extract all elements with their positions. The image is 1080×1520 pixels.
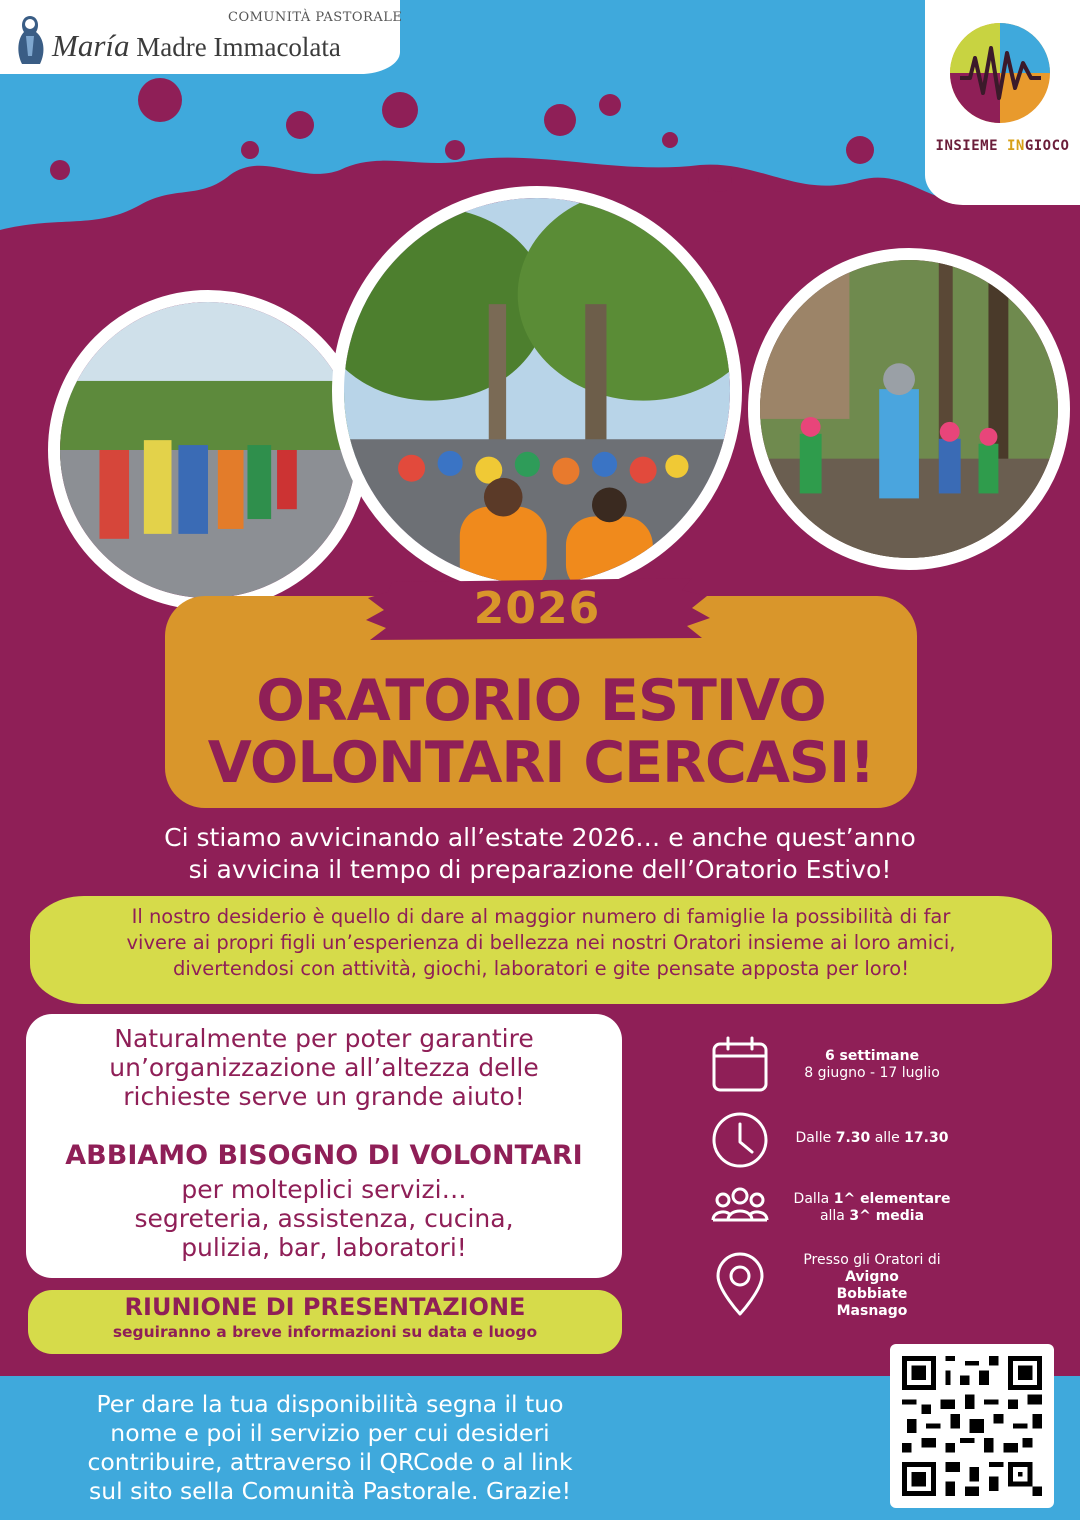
ages-info bbox=[772, 1191, 972, 1225]
volunteers-heading: ABBIAMO BISOGNO DI VOLONTARI bbox=[65, 1140, 583, 1171]
help-line-3: richieste serve un grande aiuto! bbox=[123, 1082, 525, 1111]
community-name-italic: María bbox=[52, 28, 130, 63]
partner-logo-text-part1: INSIEME bbox=[935, 138, 1007, 154]
title-line-1: ORATORIO ESTIVO bbox=[256, 668, 826, 734]
photo-hiking-kids bbox=[48, 290, 368, 610]
calendar-icon bbox=[710, 1036, 770, 1096]
clock-icon bbox=[710, 1110, 770, 1170]
duration-info bbox=[772, 1048, 972, 1082]
insieme-ingioco-logo-icon bbox=[945, 18, 1055, 128]
cta-line-2: nome e poi il servizio per cui desideri bbox=[110, 1419, 550, 1447]
place-avigno: Avigno bbox=[845, 1269, 899, 1285]
madonna-logo-icon bbox=[10, 12, 50, 68]
community-name-rest: Madre Immacolata bbox=[129, 32, 341, 62]
meeting-title: RIUNIONE DI PRESENTAZIONE bbox=[124, 1293, 526, 1321]
partner-logo-text-part2: IN bbox=[1006, 138, 1025, 154]
place-masnago: Masnago bbox=[836, 1303, 908, 1319]
community-name bbox=[52, 28, 341, 64]
people-icon bbox=[710, 1178, 770, 1238]
services-line-3: pulizia, bar, laboratori! bbox=[181, 1233, 467, 1262]
photo-adventure-park bbox=[748, 248, 1070, 570]
ages-prefix: Dalla bbox=[793, 1191, 834, 1207]
intro-text bbox=[60, 822, 1020, 886]
intro-line-2: si avvicina il tempo di preparazione dell’Oratorio Estivo! bbox=[188, 855, 892, 884]
partner-logo-text-part3: GIOCO bbox=[1024, 138, 1070, 154]
hours-mid: alle bbox=[870, 1130, 905, 1146]
location-pin-icon bbox=[712, 1252, 768, 1318]
hours-info bbox=[772, 1130, 972, 1147]
help-intro bbox=[36, 1024, 612, 1111]
place-info bbox=[772, 1252, 972, 1320]
cta-line-4: sul sito sella Comunità Pastorale. Grazie! bbox=[88, 1477, 572, 1505]
services-list bbox=[36, 1175, 612, 1262]
help-line-1: Naturalmente per poter garantire bbox=[114, 1024, 534, 1053]
desire-text bbox=[60, 904, 1022, 982]
meeting-subtitle: seguiranno a breve informazioni su data e luogo bbox=[112, 1323, 538, 1341]
hours-end: 17.30 bbox=[904, 1130, 949, 1146]
help-line-2: un’organizzazione all’altezza delle bbox=[109, 1053, 539, 1082]
intro-line-1: Ci stiamo avvicinando all’estate 2026… e anche quest’anno bbox=[164, 823, 916, 852]
call-to-action bbox=[30, 1390, 630, 1506]
duration-weeks: 6 settimane bbox=[824, 1048, 920, 1064]
cta-line-1: Per dare la tua disponibilità segna il tuo bbox=[96, 1390, 564, 1418]
place-prefix: Presso gli Oratori di bbox=[803, 1252, 941, 1268]
desire-line-2: vivere ai propri figli un’esperienza di bellezza nei nostri Oratori insieme ai loro amici, bbox=[126, 931, 956, 954]
ages-to: 3^ media bbox=[849, 1208, 925, 1224]
qr-code-icon[interactable] bbox=[902, 1356, 1042, 1496]
cta-line-3: contribuire, attraverso il QRCode o al link bbox=[87, 1448, 573, 1476]
partner-logo-text bbox=[925, 138, 1080, 154]
community-label: COMUNITÀ PASTORALE bbox=[228, 10, 403, 25]
hours-prefix: Dalle bbox=[795, 1130, 836, 1146]
photo-playground-crowd bbox=[332, 186, 742, 596]
title-line-2: VOLONTARI CERCASI! bbox=[207, 730, 875, 796]
title-year: 2026 bbox=[473, 583, 601, 634]
hours-start: 7.30 bbox=[835, 1130, 871, 1146]
ages-mid: alla bbox=[819, 1208, 850, 1224]
services-line-2: segreteria, assistenza, cucina, bbox=[134, 1204, 514, 1233]
duration-dates: 8 giugno - 17 luglio bbox=[804, 1065, 940, 1081]
desire-line-3: divertendosi con attività, giochi, laboratori e gite pensate apposta per loro! bbox=[172, 957, 910, 980]
place-bobbiate: Bobbiate bbox=[836, 1286, 908, 1302]
desire-line-1: Il nostro desiderio è quello di dare al maggior numero di famiglie la possibilità di far bbox=[131, 905, 951, 928]
services-line-1: per molteplici servizi… bbox=[181, 1175, 467, 1204]
ages-from: 1^ elementare bbox=[833, 1191, 951, 1207]
